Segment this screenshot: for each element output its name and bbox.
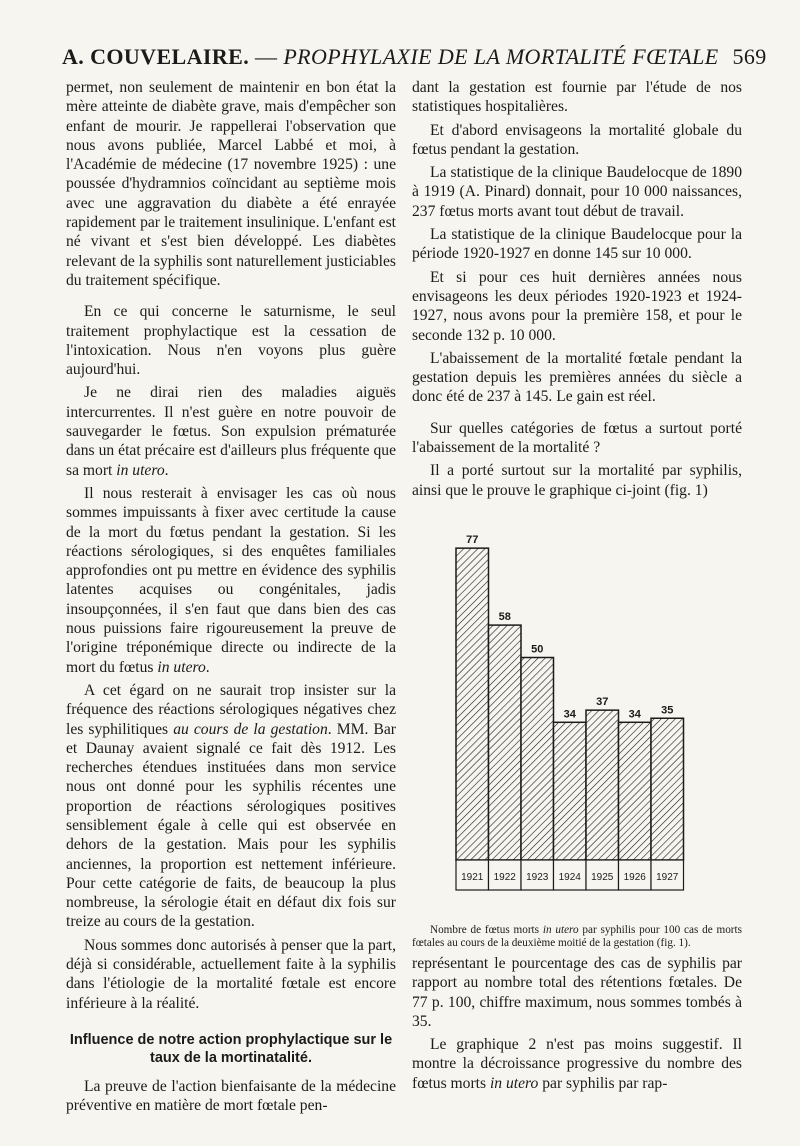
page-number: 569 xyxy=(732,44,767,69)
left-p5-italic: au cours de la gestation xyxy=(173,720,328,738)
left-paragraph-1: permet, non seulement de maintenir en bon état la mère atteinte de diabète grave, mais d'empêcher son enfant de mourir. Je rappellerai l'observation que nous avons publiée, Marcel Labbé et moi, à l'Académie de médecine (17 novembre 1925) : une poussée d'hydramnios coïncidant au septième mois avec une aggravation du diabète a été enrayée rapidement par le traitement insulinique. L'enfant est né vivant et s'est bien développé. Les diabètes relevant de la syphilis sont naturellement justiciables du traitement spécifique. xyxy=(66,79,396,289)
section-subheading: Influence de notre action prophylactique sur le taux de la mortinatalité. xyxy=(69,1031,393,1066)
bar-chart-svg xyxy=(412,508,742,918)
category-label-1924: 1924 xyxy=(558,871,581,883)
category-label-1923: 1923 xyxy=(526,871,549,883)
right-paragraph-5: Et si pour ces huit dernières années nous envisageons les deux périodes 1920-1923 et 1924-1927, nous avons pour la première 158, et pour le seconde 132 p. 10 000. xyxy=(412,268,742,344)
right-paragraph-9: représentant le pourcentage des cas de syphilis par rapport au nombre total des rétentions fœtales. De 77 p. 100, chiffre maximum, nous sommes tombés à 35. xyxy=(412,954,742,1030)
figure-caption xyxy=(412,924,742,950)
left-paragraph-7: La preuve de l'action bienfaisante de la médecine préventive en matière de mort fœtale pen- xyxy=(66,1077,396,1115)
bar-1923 xyxy=(521,657,554,860)
right-paragraph-8: Il a porté surtout sur la mortalité par syphilis, ainsi que le prouve le graphique ci-joint (fig. 1) xyxy=(412,462,742,499)
bar-1924 xyxy=(554,722,587,860)
caption-italic: in utero xyxy=(542,923,579,936)
page-header xyxy=(62,44,767,70)
value-label-1921: 77 xyxy=(466,534,479,547)
left-paragraph-2: En ce qui concerne le saturnisme, le seul traitement prophylactique est la cessation de l'intoxication. Nous n'en voyons plus guère aujourd'hui. xyxy=(66,303,396,379)
value-label-1925: 37 xyxy=(596,696,609,709)
figure-1-chart xyxy=(412,508,742,918)
header-dash: — xyxy=(249,44,284,69)
right-paragraph-10 xyxy=(412,1035,742,1093)
right-paragraph-2: Et d'abord envisageons la mortalité globale du fœtus pendant la gestation. xyxy=(412,121,742,158)
right-p10-end: par syphilis par rap- xyxy=(538,1074,668,1092)
left-paragraph-3 xyxy=(66,383,396,479)
left-p4-italic: in utero xyxy=(157,658,206,676)
value-label-1927: 35 xyxy=(661,704,674,717)
header-title: PROPHYLAXIE DE LA MORTALITÉ FŒTALE xyxy=(283,44,719,69)
bar-1925 xyxy=(586,710,619,860)
left-paragraph-5 xyxy=(66,681,396,932)
header-author: A. COUVELAIRE. xyxy=(62,44,250,69)
left-p3-text: Je ne dirai rien des maladies aiguës intercurrentes. Il n'est guère en notre pouvoir de sauvegarder le fœtus. Son expulsion prématurée dans un état précaire est d'ailleurs plus fréquente que sa mort xyxy=(66,384,396,479)
left-paragraph-4 xyxy=(66,484,396,677)
left-column xyxy=(66,78,396,1120)
left-p4-text: Il nous resterait à envisager les cas où nous sommes impuissants à fixer avec certitude la cause de la mort du fœtus pendant la gestation. Si les réactions sérologiques, si des enquêtes familiales approfondies ont pu mettre en évidence des syphilis latentes acquises ou congénitales, jadis insoupçonnées, il s'en faut que dans bien des cas nous puissions faire rigoureusement la preuve de l'origine tréponémique directe ou indirecte de la mort du fœtus xyxy=(66,484,396,676)
value-label-1924: 34 xyxy=(563,708,576,721)
value-label-1922: 58 xyxy=(498,611,511,624)
left-p4-end: . xyxy=(205,658,210,676)
bar-1921 xyxy=(456,548,489,860)
category-label-1925: 1925 xyxy=(591,871,614,883)
right-paragraph-3: La statistique de la clinique Baudelocque de 1890 à 1919 (A. Pinard) donnait, pour 10 000 naissances, 237 fœtus morts avant tout début de travail. xyxy=(412,164,742,220)
right-paragraph-4: La statistique de la clinique Baudelocque pour la période 1920-1927 en donne 145 sur 10 000. xyxy=(412,226,742,263)
right-paragraph-1: dant la gestation est fournie par l'étude de nos statistiques hospitalières. xyxy=(412,79,742,116)
category-label-1927: 1927 xyxy=(656,871,679,883)
caption-text: Nombre de fœtus morts xyxy=(430,923,543,936)
left-p5-text: A cet égard on ne saurait trop insister sur la fréquence des réactions sérologiques négatives chez les syphilitiques xyxy=(66,681,396,738)
right-column xyxy=(412,78,742,1097)
value-label-1923: 50 xyxy=(531,643,544,656)
right-paragraph-6: L'abaissement de la mortalité fœtale pendant la gestation depuis les premières années du siècle a donc été de 237 à 145. Le gain est réel. xyxy=(412,349,742,406)
right-p10-text: Le graphique 2 n'est pas moins suggestif. Il montre la décroissance progressive du nombre des fœtus morts xyxy=(412,1036,742,1092)
left-p3-italic: in utero xyxy=(116,461,165,479)
caption-rest: par syphilis pour 100 cas de morts fœtales au cours de la deuxième moitié de la gestation (fig. 1). xyxy=(412,923,742,949)
right-p10-italic: in utero xyxy=(489,1074,539,1092)
bar-1927 xyxy=(651,718,684,860)
bar-1926 xyxy=(619,722,652,860)
category-label-1922: 1922 xyxy=(493,871,516,883)
category-label-1921: 1921 xyxy=(461,871,484,883)
bar-1922 xyxy=(489,625,522,860)
left-p3-end: . xyxy=(164,461,169,479)
value-label-1926: 34 xyxy=(628,708,641,721)
right-paragraph-7: Sur quelles catégories de fœtus a surtout porté l'abaissement de la mortalité ? xyxy=(412,419,742,457)
category-label-1926: 1926 xyxy=(623,871,646,883)
left-p5-rest: . MM. Bar et Daunay avaient signalé ce fait dès 1912. Les recherches étendues instituées dans mon service nous ont donné pour les syphilis récentes une proportion de réactions sérologiques positives sensiblement égale à celle qui est observée en dehors de la gestation. Mais pour les syphilis anciennes, la proportion est nettement inférieure. Pour cette catégorie de faits, de beaucoup la plus nombreuse, la sérologie était en défaut dix fois sur treize au cours de la gestation. xyxy=(66,720,396,931)
left-paragraph-6: Nous sommes donc autorisés à penser que la part, déjà si considérable, actuellement faite à la syphilis dans l'étiologie de la mortalité fœtale est encore inférieure à la réalité. xyxy=(66,936,396,1012)
